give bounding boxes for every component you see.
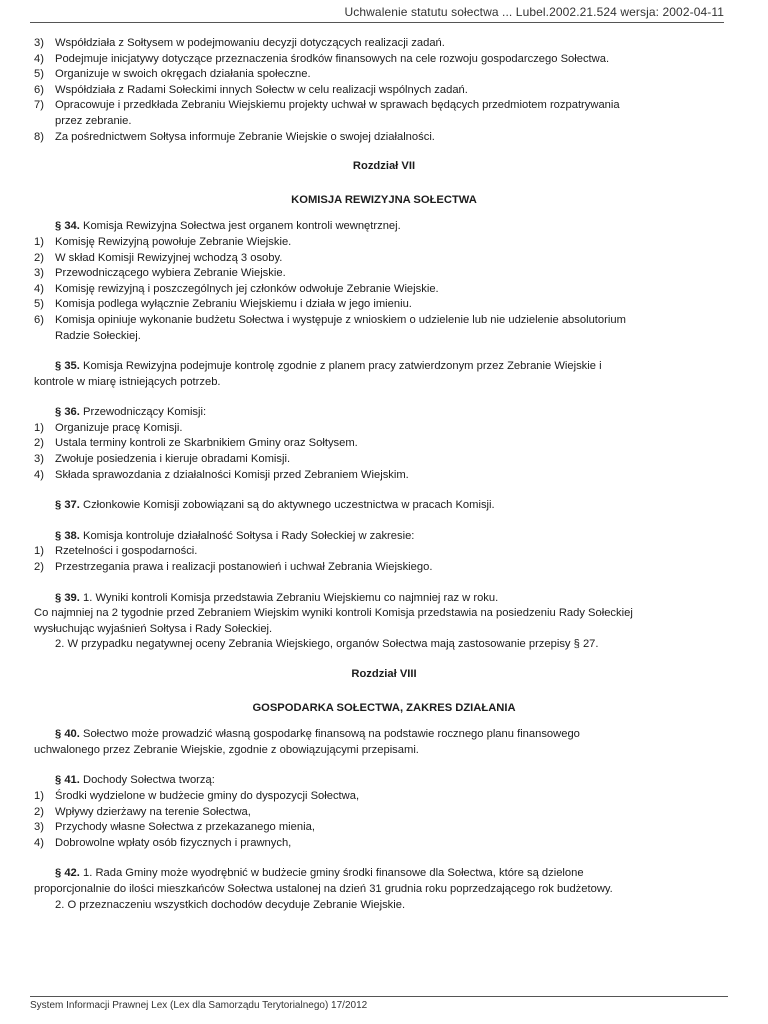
section-41	[34, 773, 734, 851]
section-39	[34, 591, 734, 653]
section-mark: § 42.	[55, 867, 80, 880]
section-mark: § 40.	[55, 728, 80, 741]
list-item: 4) Komisję rewizyjną i poszczególnych jej członków odwołuje Zebranie Wiejskie.	[34, 282, 439, 295]
document-body	[34, 36, 734, 913]
section-text-continuation: kontrole w miarę istniejących potrzeb.	[34, 375, 221, 388]
list-item: 7) Opracowuje i przedkłada Zebraniu Wiejskiemu projekty uchwał w sprawach będących przedmiotem rozpatrywania	[34, 99, 620, 112]
list-item: 3) Przewodniczącego wybiera Zebranie Wiejskie.	[34, 267, 286, 280]
section-34	[34, 219, 734, 344]
list-item: 8) Za pośrednictwem Sołtysa informuje Zebranie Wiejskie o swojej działalności.	[34, 130, 435, 143]
list-item: 6) Komisja opiniuje wykonanie budżetu Sołectwa i występuje z wnioskiem o udzielenie lub nie udzielenie absolutorium	[34, 313, 626, 326]
council-duties-list	[34, 36, 734, 145]
list-item: 2) Przestrzegania prawa i realizacji postanowień i uchwał Zebrania Wiejskiego.	[34, 561, 433, 574]
chapter-7-title: Rozdział VII	[352, 160, 416, 173]
section-text: 1. Wyniki kontroli Komisja przedstawia Zebraniu Wiejskiemu co najmniej raz w roku.	[83, 591, 499, 604]
list-item: 1) Organizuje pracę Komisji.	[34, 421, 183, 434]
section-text: 1. Rada Gminy może wyodrębnić w budżecie gminy środki finansowe dla Sołectwa, które są dzielone	[83, 867, 584, 880]
section-mark: § 41.	[55, 774, 80, 787]
list-item-continuation: przez zebranie.	[55, 114, 132, 127]
section-42	[34, 866, 734, 913]
section-text: Członkowie Komisji zobowiązani są do aktywnego uczestnictwa w pracach Komisji.	[83, 499, 495, 512]
page-footer: System Informacji Prawnej Lex (Lex dla Samorządu Terytorialnego) 17/2012	[30, 1000, 368, 1011]
section-text: Sołectwo może prowadzić własną gospodarkę finansową na podstawie rocznego planu finansowego	[83, 728, 580, 741]
list-item: 1) Komisję Rewizyjną powołuje Zebranie Wiejskie.	[34, 235, 292, 248]
section-mark: § 34.	[55, 220, 80, 233]
chapter-8-name: GOSPODARKA SOŁECTWA, ZAKRES DZIAŁANIA	[252, 701, 516, 714]
section-mark: § 36.	[55, 406, 80, 419]
section-text-line: 2. O przeznaczeniu wszystkich dochodów decyduje Zebranie Wiejskie.	[55, 898, 406, 911]
list-item: 5) Komisja podlega wyłącznie Zebraniu Wiejskiemu i działa w jego imieniu.	[34, 298, 412, 311]
section-mark: § 39.	[55, 591, 80, 604]
list-item: 6) Współdziała z Radami Sołeckimi innych Sołectw w celu realizacji wspólnych zadań.	[34, 83, 468, 96]
section-text: Komisja kontroluje działalność Sołtysa i Rady Sołeckiej w zakresie:	[83, 529, 415, 542]
list-item: 2) Wpływy dzierżawy na terenie Sołectwa,	[34, 805, 251, 818]
section-text-continuation: uchwalonego przez Zebranie Wiejskie, zgodnie z obowiązującymi przepisami.	[34, 743, 419, 756]
section-37	[34, 498, 734, 514]
section-mark: § 38.	[55, 529, 80, 542]
list-item: 1) Rzetelności i gospodarności.	[34, 545, 198, 558]
section-mark: § 37.	[55, 499, 80, 512]
section-40	[34, 727, 734, 758]
list-item: 3) Współdziała z Sołtysem w podejmowaniu decyzji dotyczących realizacji zadań.	[34, 37, 445, 49]
list-item: 5) Organizuje w swoich okręgach działania społeczne.	[34, 68, 311, 81]
footer-divider	[30, 996, 728, 997]
list-item: 3) Przychody własne Sołectwa z przekazanego mienia,	[34, 821, 315, 834]
section-text-line: wysłuchując wyjaśnień Sołtysa i Rady Sołeckiej.	[34, 622, 273, 635]
section-text: Przewodniczący Komisji:	[83, 406, 207, 419]
header-divider	[30, 22, 724, 23]
chapter-7-name: KOMISJA REWIZYJNA SOŁECTWA	[291, 193, 477, 206]
list-item: 3) Zwołuje posiedzenia i kieruje obradami Komisji.	[34, 453, 291, 466]
section-text: Komisja Rewizyjna podejmuje kontrolę zgodnie z planem pracy zatwierdzonym przez Zebranie Wiejskie i	[83, 360, 602, 373]
list-item: 1) Środki wydzielone w budżecie gminy do dyspozycji Sołectwa,	[34, 789, 360, 802]
list-item: 4) Składa sprawozdania z działalności Komisji przed Zebraniem Wiejskim.	[34, 468, 409, 481]
section-text: Dochody Sołectwa tworzą:	[83, 774, 215, 787]
chapter-8-title: Rozdział VIII	[351, 668, 417, 680]
section-35	[34, 359, 734, 390]
section-text-line: proporcjonalnie do ilości mieszkańców Sołectwa ustalonej na dzień 31 grudnia roku poprzedzającego rok budżetowy.	[34, 882, 613, 895]
section-mark: § 35.	[55, 360, 80, 373]
section-text-line: 2. W przypadku negatywnej oceny Zebrania Wiejskiego, organów Sołectwa mają zastosowanie przepisy § 27.	[55, 638, 599, 651]
page-header: Uchwalenie statutu sołectwa ... Lubel.2002.21.524 wersja: 2002-04-11	[344, 5, 724, 19]
list-item: 2) W skład Komisji Rewizyjnej wchodzą 3 osoby.	[34, 251, 283, 264]
section-36	[34, 405, 734, 483]
list-item: 4) Dobrowolne wpłaty osób fizycznych i prawnych,	[34, 836, 292, 849]
section-38	[34, 529, 734, 576]
section-text-line: Co najmniej na 2 tygodnie przed Zebraniem Wiejskim wyniki kontroli Komisja przedstawia na posiedzeniu Rady Sołeckiej	[34, 607, 633, 620]
list-item-continuation: Radzie Sołeckiej.	[55, 329, 141, 342]
list-item: 4) Podejmuje inicjatywy dotyczące przeznaczenia środków finansowych na cele rozwoju gospodarczego Sołectwa.	[34, 52, 610, 65]
section-text: Komisja Rewizyjna Sołectwa jest organem kontroli wewnętrznej.	[83, 220, 401, 233]
list-item: 2) Ustala terminy kontroli ze Skarbnikiem Gminy oraz Sołtysem.	[34, 437, 358, 450]
